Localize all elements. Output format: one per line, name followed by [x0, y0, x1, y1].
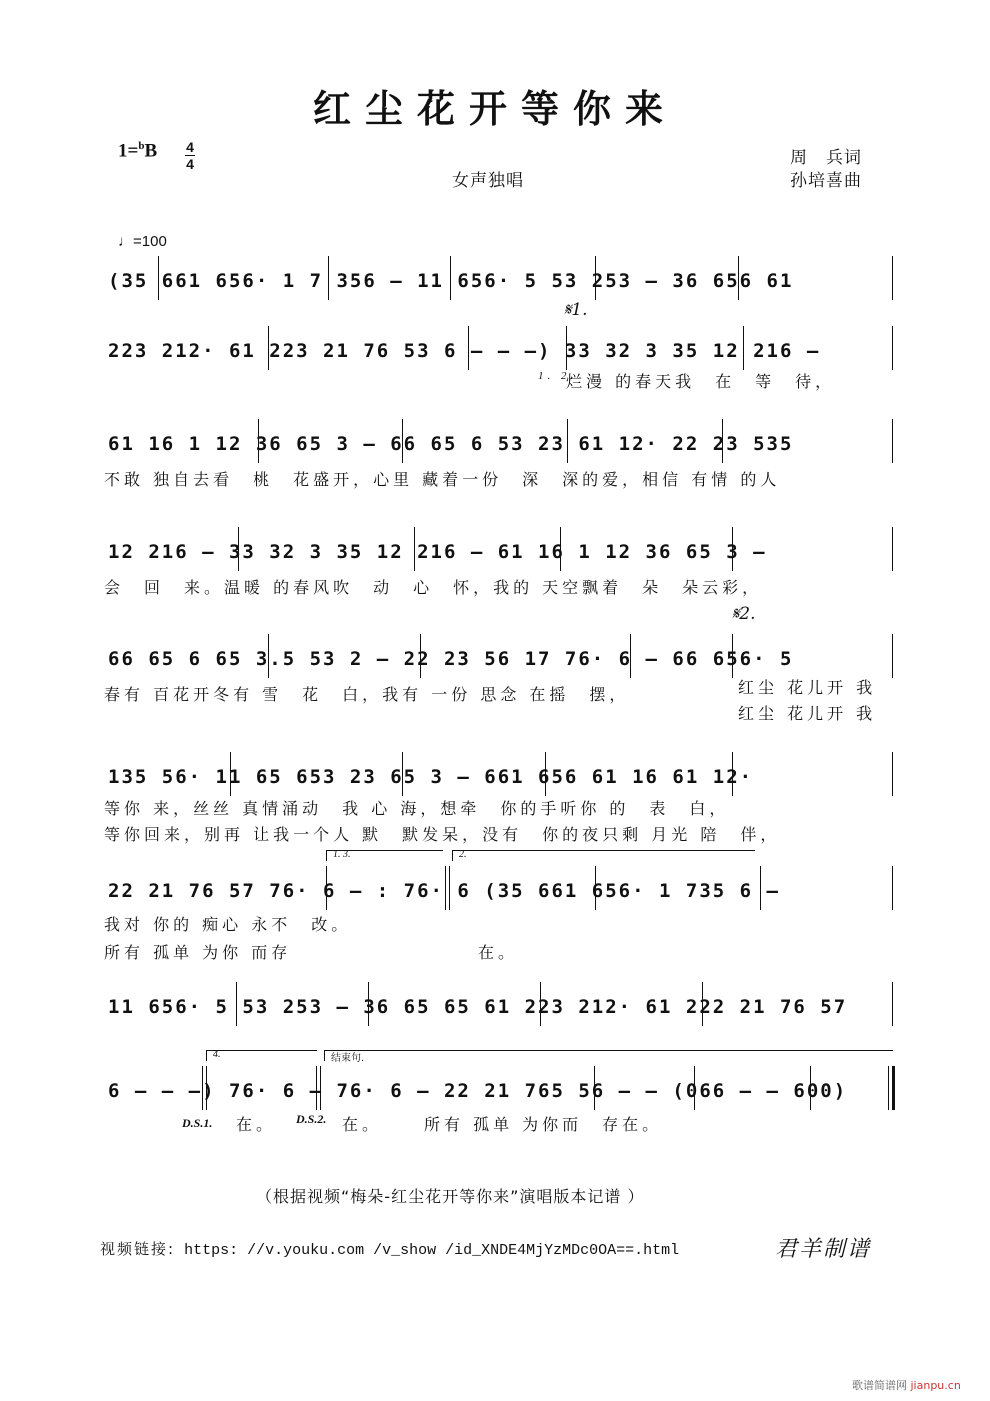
barline — [540, 982, 541, 1026]
barline — [760, 866, 761, 910]
barline — [594, 1066, 595, 1110]
watermark-text: 歌谱简谱网 — [852, 1379, 907, 1392]
barline — [258, 419, 259, 463]
barline — [595, 256, 596, 300]
notes-row-3: 61 16 1 12 36 65 3 – 66 65 6 53 23 61 12· 22 23 535 — [108, 433, 794, 455]
barline — [202, 1066, 203, 1110]
key-flat: b — [138, 140, 145, 152]
barline — [268, 326, 269, 370]
barline — [230, 752, 231, 796]
key-signature — [118, 140, 157, 162]
site-watermark — [852, 1377, 961, 1393]
barline — [326, 866, 327, 910]
video-link[interactable]: https: //v.youku.com /v_show /id_XNDE4MjYzMDc0OA==.html — [184, 1242, 680, 1259]
lyrics-row-7-verse-2: 所有 孤单 为你 而存 — [104, 943, 292, 962]
score-title: 红尘花开等你来 — [312, 86, 677, 131]
segno-1: 𝄋1. — [564, 300, 588, 320]
watermark-url: jianpu.cn — [910, 1379, 961, 1392]
lyrics-row-2: 烂漫 的春天我 在 等 待， — [566, 372, 836, 391]
barline — [892, 982, 893, 1026]
staff-row-1 — [100, 252, 900, 308]
barline — [450, 256, 451, 300]
barline — [567, 419, 568, 463]
lyrics-row-5-verse-1: 红尘 花儿开 我 — [738, 678, 877, 697]
notes-row-8: 11 656· 5 53 253 – 36 65 65 61 223 212· 61 222 21 76 57 — [108, 996, 848, 1018]
key-note: B — [144, 140, 158, 162]
barline — [892, 634, 893, 678]
barline — [468, 326, 469, 370]
lyrics-row-5-verse-2: 红尘 花儿开 我 — [738, 704, 877, 723]
barline — [888, 1066, 889, 1110]
barline — [732, 527, 733, 571]
lyrics-row-4: 会 回 来。温暖 的春风吹 动 心 怀，我的 天空飘着 朵 朵云彩， — [104, 578, 763, 597]
barline — [722, 419, 723, 463]
barline — [420, 634, 421, 678]
barline — [449, 866, 450, 910]
volta-label: 4. — [213, 1049, 221, 1060]
barline — [892, 419, 893, 463]
notes-row-7: 22 21 76 57 76· 6 – : 76· 6 (35 661 656· 1 735 6 – — [108, 880, 780, 902]
ending-label: 结束句. — [331, 1053, 365, 1064]
barline — [560, 527, 561, 571]
staff-row-9 — [100, 1062, 900, 1118]
barline — [402, 419, 403, 463]
tempo-marking: ♩=100 — [118, 233, 167, 250]
volta-bracket-2 — [452, 850, 755, 861]
lyrics-row-7-ending: 在。 — [478, 943, 519, 962]
volta-label: 1. 3. — [333, 849, 351, 860]
barline — [206, 1066, 207, 1110]
composer-credit: 孙培喜曲 — [790, 171, 862, 191]
dal-segno-1: D.S.1. — [182, 1116, 213, 1130]
lyrics-row-3: 不敢 独自去看 桃 花盛开，心里 藏着一份 深 深的爱，相信 有情 的人 — [104, 470, 781, 489]
barline — [566, 326, 567, 370]
barline — [738, 256, 739, 300]
notes-row-5: 66 65 6 65 3.5 53 2 – 22 23 56 17 76· 6 – 66 656· 5 — [108, 648, 794, 670]
ending-bracket — [324, 1050, 893, 1064]
lyrics-row-7-verse-1: 我对 你的 痴心 永不 改。 — [104, 915, 352, 934]
time-signature — [185, 140, 195, 171]
time-signature-bottom: 4 — [186, 156, 194, 172]
lyricist-credit: 周 兵词 — [790, 148, 862, 168]
barline — [732, 634, 733, 678]
barline — [445, 866, 446, 910]
source-note: （根据视频“梅朵-红尘花开等你来”演唱版本记谱 ） — [256, 1187, 645, 1206]
barline — [545, 752, 546, 796]
lyrics-row-6-verse-1: 等你 来，丝丝 真情涌动 我 心 海，想牵 你的手听你 的 表 白， — [104, 799, 730, 818]
barline — [892, 866, 893, 910]
lyrics-row-6-verse-2: 等你回来，别再 让我一个人 默 默发呆，没有 你的夜只剩 月光 陪 伴， — [104, 825, 781, 844]
barline — [694, 1066, 695, 1110]
staff-row-4 — [100, 523, 900, 579]
barline — [743, 326, 744, 370]
barline — [702, 982, 703, 1026]
staff-row-3 — [100, 415, 900, 471]
barline — [328, 256, 329, 300]
verse-numbers: 1. 2. — [538, 370, 578, 382]
barline — [595, 866, 596, 910]
segno-2: 𝄋2. — [732, 604, 756, 624]
volta-label: 2. — [459, 849, 467, 860]
barline — [892, 752, 893, 796]
barline — [810, 1066, 811, 1110]
barline — [892, 527, 893, 571]
barline — [238, 527, 239, 571]
notes-row-9: 6 – – –) 76· 6 – 76· 6 – 22 21 765 56 – – (066 – – 600) — [108, 1080, 848, 1102]
notes-row-6: 135 56· 11 65 653 23 65 3 – 661 656 61 16 61 12· — [108, 766, 754, 788]
video-link-label: 视频链接: — [100, 1240, 176, 1258]
voice-type: 女声独唱 — [452, 171, 524, 191]
volta-bracket-4 — [206, 1050, 317, 1061]
lyrics-row-9-b: 在。 — [342, 1115, 383, 1134]
barline — [414, 527, 415, 571]
time-signature-top: 4 — [186, 139, 194, 155]
barline — [316, 1066, 317, 1110]
staff-row-8 — [100, 978, 900, 1034]
barline — [402, 752, 403, 796]
barline — [892, 326, 893, 370]
key-prefix: 1= — [118, 140, 139, 162]
barline — [892, 256, 893, 300]
notes-row-2: 223 212· 61 223 21 76 53 6 – – –) 33 32 3 35 12 216 – — [108, 340, 821, 362]
barline — [732, 752, 733, 796]
barline — [268, 634, 269, 678]
final-barline — [892, 1066, 895, 1110]
lyrics-row-5: 春有 百花开冬有 雪 花 白，我有 一份 思念 在摇 摆， — [104, 685, 630, 704]
dal-segno-2: D.S.2. — [296, 1112, 327, 1126]
staff-row-7 — [100, 862, 900, 918]
barline — [320, 1066, 321, 1110]
barline — [158, 256, 159, 300]
notes-row-1: (35 661 656· 1 7 356 – 11 656· 5 53 253 – 36 656 61 — [108, 270, 794, 292]
barline — [236, 982, 237, 1026]
volta-bracket-1-3 — [326, 850, 443, 861]
video-link-row — [100, 1238, 679, 1259]
barline — [368, 982, 369, 1026]
lyrics-row-9: 所有 孤单 为你而 存在。 — [424, 1115, 663, 1134]
notes-row-4: 12 216 – 33 32 3 35 12 216 – 61 16 1 12 36 65 3 – — [108, 541, 767, 563]
lyrics-row-9-a: 在。 — [236, 1115, 277, 1134]
barline — [630, 634, 631, 678]
maker-signature: 君羊制谱 — [775, 1237, 872, 1262]
